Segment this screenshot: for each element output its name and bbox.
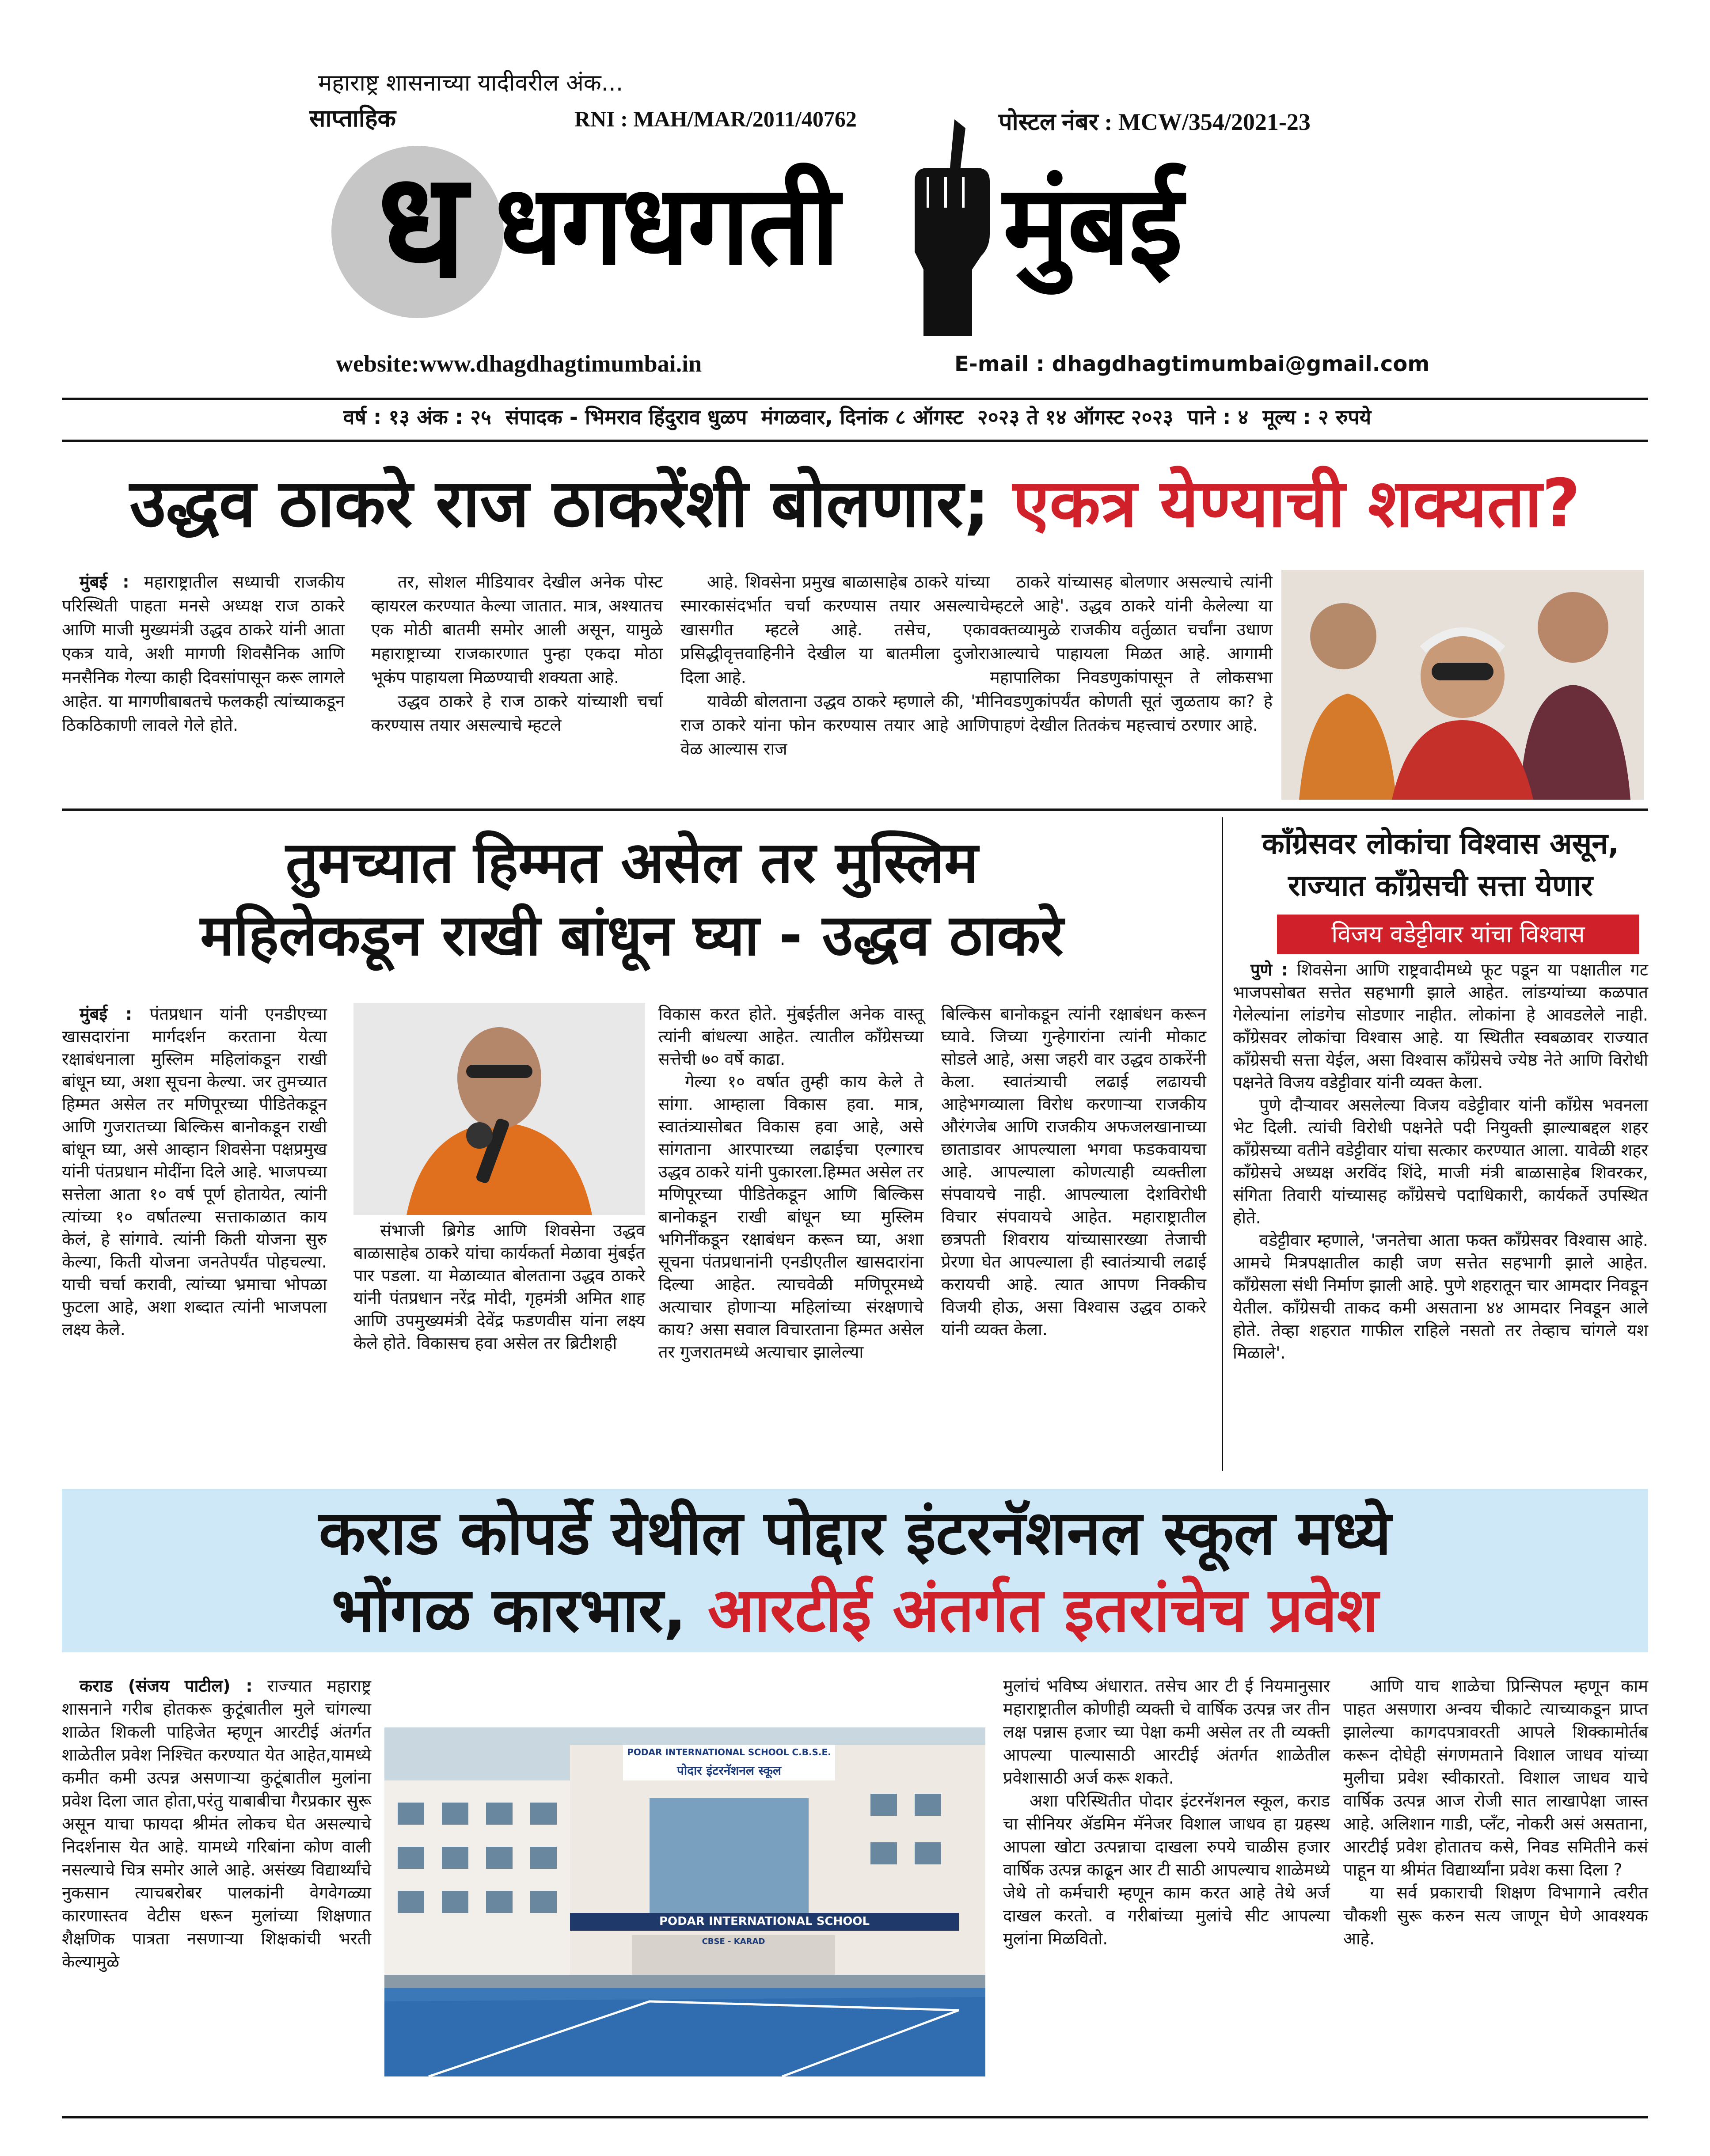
story2-text2: संभाजी ब्रिगेड आणि शिवसेना उद्धव बाळासाहेब ठाकरे यांचा कार्यकर्ता मेळावा मुंबईत पार पडला. या मेळाव्यात बोलताना उद्धव ठाकरे यांनी पंतप्रधान नरेंद्र मोदी, गृहमंत्री अमित शाह आणि उपमुख्यमंत्री देवेंद्र फडणवीस यांना लक्ष्य केले होते. विकासच हवा असेल तर ब्रिटीशही [353, 1221, 645, 1353]
story4-text4b: या सर्व प्रकाराची शिक्षण विभागाने त्वरीत चौकशी सुरू करुन सत्य जाणून घेणे आवश्यक आहे. [1343, 1883, 1648, 1948]
frequency-label: साप्ताहिक [309, 104, 396, 132]
story2-col2 [353, 1219, 645, 1355]
story4-headline-line2-black: भोंगळ कारभार, [331, 1575, 687, 1646]
school-sign-gate: PODAR INTERNATIONAL SCHOOL [659, 1915, 870, 1928]
story2-photo [353, 1003, 645, 1215]
story4-headline-line1: कराड कोपर्डे येथील पोद्दार इंटरनॅशनल स्कूल मध्ये [319, 1497, 1391, 1568]
registry-note: महाराष्ट्र शासनाच्या यादीवरील अंक... [318, 70, 623, 96]
school-sign-top-marathi: पोदार इंटरनॅशनल स्कूल [676, 1763, 782, 1778]
story4-col3 [1003, 1674, 1330, 1950]
bottom-rule [62, 2116, 1648, 2118]
story1-col3 [680, 570, 990, 761]
issue-line: वर्ष : १३ अंक : २५ संपादक - भिमराव हिंदुराव धुळप मंगळवार, दिनांक ८ ऑगस्ट २०२३ ते १४ ऑगस्ट २०२३ पाने : ४ मूल्य : २ रुपये [343, 405, 1372, 429]
story2-col3 [658, 1003, 923, 1363]
story3-text3: वडेट्टीवार म्हणाले, 'जनतेचा आता फक्त काँग्रेसवर विश्वास आहे. आमचे मित्रपक्षातील काही जण सत्तेत सहभागी झाले आहेत. काँग्रेसला संधी निर्माण झाली आहे. पुणे शहरातून चार आमदार निवडून येतील. काँग्रेसची ताकद कमी असताना ४४ आमदार निवडून आले होते. तेव्हा शहरात गाफील राहिले नसतो तर तेव्हाच चांगले यश मिळाले'. [1233, 1230, 1648, 1363]
story1-text4: ठाकरे यांच्यासह बोलणार असल्याचे त्यांनी म्हटले आहे'. उद्धव ठाकरे यांनी केलेल्या या वक्तव्यामुळे राजकीय वर्तुळात चर्चांना उधाण आल्याचे पाहायला मिळत आहे. आगामी महापालिका निवडणुकांपासून ते लोकसभा निवडणुकांपर्यंत कोणती सूतं जुळताय का? हे पाहणं देखील तितकंच महत्त्वाचं ठरणार आहे. [990, 572, 1273, 735]
story2-col1 [62, 1003, 327, 1341]
story1-text3b: यावेळी बोलताना उद्धव ठाकरे म्हणाले की, 'मी राज ठाकरे यांना फोन करण्यास तयार आहे आणि वेळ आल्यास राज [680, 691, 990, 759]
story3-text2: पुणे दौऱ्यावर असलेल्या विजय वडेट्टीवार यांनी काँग्रेस भवनला भेट दिली. त्यांची विरोधी पक्षनेते पदी नियुक्ती झाल्याबद्दल शहर काँग्रेसच्या वतीने वडेट्टीवार यांचा सत्कार करण्यात आला. यावेळी शहर काँग्रेसचे अध्यक्ष अरविंद शिंदे, माजी मंत्री बाळासाहेब शिवरकर, संगिता तिवारी यांच्यासह काँग्रेसचे पदाधिकारी, कार्यकर्ते उपस्थित होते. [1233, 1095, 1648, 1227]
school-sign-gate-sub: CBSE - KARAD [702, 1937, 765, 1946]
story4-headline-line2 [62, 1573, 1648, 1648]
story1-headline-black: उद्धव ठाकरे राज ठाकरेंशी बोलणार; [129, 465, 990, 542]
story4-text4a: आणि याच शाळेचा प्रिन्सिपल म्हणून काम पाहत असणारा अन्वय चीकाटे त्याच्याकडून प्राप्त झालेल्या कागदपत्रावरती आपले शिक्कामोर्तब करून दोघेही संगणमताने विशाल जाधव यांच्या मुलीचा प्रवेश स्वीकारतो. विशाल जाधव याचे वार्षिक उत्पन्न आज रोजी सात लाखापेक्षा जास्त आहे. अलिशान गाडी, प्लॅंट, नोकरी असं असताना, आरटीई प्रवेश होतातच कसे, निवड समितीने कसं पाहून या श्रीमंत विद्यार्थ्यांना प्रवेश कसा दिला ? [1343, 1676, 1648, 1879]
story3-tag: विजय वडेट्टीवार यांचा विश्वास [1277, 915, 1639, 954]
story1-text1: महाराष्ट्रातील सध्याची राजकीय परिस्थिती पाहता मनसे अध्यक्ष राज ठाकरे आणि माजी मुख्यमंत्री उद्धव ठाकरे यांनी आता एकत्र यावे, अशी मागणी शिवसैनिक आणि मनसैनिक गेल्या काही दिवसांपासून करू लागले आहेत. या मागणीबाबतचे फलकही त्यांच्याकडून ठिकठिकाणी लावले गेले होते. [62, 572, 345, 735]
masthead-rule-top [62, 398, 1648, 400]
story2-text1: पंतप्रधान यांनी एनडीएच्या खासदारांना मार्गदर्शन करताना येत्या रक्षाबंधनाला मुस्लिम महिलांकडून राखी बांधून घ्या, अशा सूचना केल्या. जर तुमच्यात हिम्मत असेल तर मणिपूरच्या पीडितेकडून आणि गुजरातच्या बिल्किस बानोकडून राखी बांधून घ्या, असे आव्हान शिवसेना पक्षप्रमुख यांनी पंतप्रधान मोदींना दिले आहे. भाजपच्या सत्तेला आता १० वर्ष पूर्ण होतायेत, त्यांनी त्यांच्या १० वर्षातल्या सत्ताकाळात काय केलं, हे सांगावे. त्यांनी किती योजना सुरु केल्या, किती योजना जनतेपर्यंत पोहचल्या. याची चर्चा करावी, त्यांच्या भ्रमाचा भोपळा फुटला आहे, अशा शब्दात त्यांनी भाजपला लक्ष्य केले. [62, 1004, 327, 1339]
masthead-rule-bottom [62, 440, 1648, 442]
story2-text3b: गेल्या १० वर्षात तुम्ही काय केले ते सांगा. आम्हाला विकास हवा. मात्र, स्वातंत्र्यासोबत विकास हवा आहे, असे सांगताना आरपारच्या लढाईचा एल्गारच उद्धव ठाकरे यांनी पुकारला.हिम्मत असेल तर मणिपूरच्या पीडितेकडून आणि बिल्किस बानोकडून राखी बांधून घ्या मुस्लिम भगिनींकडून रक्षाबंधन करून घ्या, अशा सूचना पंतप्रधानांनी एनडीएतील खासदारांना दिल्या आहेत. त्याचवेळी मणिपूरमध्ये अत्याचार होणाऱ्या महिलांच्या संरक्षणाचे काय? असा सवाल विचारताना हिम्मत असेल तर गुजरातमध्ये अत्याचार झालेल्या [658, 1072, 923, 1362]
masthead-logo-letter: ध [377, 140, 467, 310]
story1-dateline: मुंबई : [80, 572, 129, 592]
story2-col4 [941, 1003, 1206, 1341]
story2-headline-line1: तुमच्यात हिम्मत असेल तर मुस्लिम [285, 830, 978, 896]
story1-photo [1281, 570, 1644, 800]
story4-headline-line2-red: आरटीई अंतर्गत इतरांचेच प्रवेश [707, 1575, 1379, 1646]
story2-headline-line2: महिलेकडून राखी बांधून घ्या - उद्धव ठाकरे [200, 903, 1064, 968]
story1-rule [62, 808, 1648, 811]
story2-dateline: मुंबई : [80, 1004, 133, 1024]
masthead-title-left: धगधगती [495, 161, 838, 289]
story3-text1: शिवसेना आणि राष्ट्रवादीमध्ये फूट पडून या पक्षातील गट भाजपसोबत सत्तेत सहभागी झाले आहेत. लांडग्यांच्या कळपात गेलेल्यांना लांडगेच सोडणार नाहीत. लोकांना हे आवडलेले नाही. काँग्रेसवर लोकांचा विश्वास आहे. या स्थितीत स्वबळावर राज्यात काँग्रेसची सत्ता येईल, असा विश्वास काँग्रेसचे ज्येष्ठ नेते आणि विरोधी पक्षनेते विजय वडेट्टीवार यांनी व्यक्त केला. [1233, 960, 1648, 1092]
story3-headline-line2: राज्यात काँग्रेसची सत्ता येणार [1288, 869, 1593, 903]
story3-body [1233, 959, 1648, 1364]
story2-text4: बिल्किस बानोकडून त्यांनी रक्षाबंधन करून घ्यावे. जिच्या गुन्हेगारांना त्यांनी मोकाट सोडले आहे, असा जहरी वार उद्धव ठाकरेंनी केला. स्वातंत्र्याची लढाई लढायची आहेभगव्याला विरोध करणाऱ्या राजकीय औरंगजेब आणि राजकीय अफजलखानाच्या छाताडावर आपल्याला भगवा फडकवायचा आहे. आपल्याला कोणत्याही व्यक्तीला संपवायचे नाही. आपल्याला देशविरोधी विचार संपवायचे आहेत. महाराष्ट्रातील छत्रपती शिवराय यांच्यासारख्या तेजाची प्रेरणा घेत आपल्याला ही स्वातंत्र्याची लढाई करायची आहे. त्यात आपण निक्कीच विजयी होऊ, असा विश्वास उद्धव ठाकरे यांनी व्यक्त केला. [941, 1004, 1206, 1339]
rni-number: RNI : MAH/MAR/2011/40762 [574, 106, 857, 131]
story1-text2b: उद्धव ठाकरे हे राज ठाकरे यांच्याशी चर्चा करण्यास तयार असल्याचे म्हटले [371, 691, 663, 735]
story1-col4 [990, 570, 1273, 737]
column-divider [1222, 817, 1223, 1471]
postal-number: पोस्टल नंबर : MCW/354/2021-23 [999, 109, 1311, 135]
story1-col2 [371, 570, 663, 737]
story3-dateline: पुणे : [1250, 960, 1288, 979]
story3-headline-line1: काँग्रेसवर लोकांचा विश्वास असून, [1262, 827, 1619, 861]
story1-text2a: तर, सोशल मीडियावर देखील अनेक पोस्ट व्हायरल करण्यात केल्या जातात. मात्र, अश्यातच एक मोठी बातमी समोर आली असून, यामुळे महाराष्ट्राच्या राजकारणात पुन्हा एकदा मोठा भूकंप पाहायला मिळण्याची शक्यता आहे. [371, 572, 663, 687]
story4-text1: राज्यात महाराष्ट्र शासनाने गरीब होतकरू कुटूंबातील मुले चांगल्या शाळेत शिकली पाहिजेत म्हणून आरटीई अंतर्गत शाळेतील प्रवेश निश्चित करण्यात येत आहेत,यामध्ये कमीत कमी उत्पन्न असणाऱ्या कुटूंबातील मुलांना प्रवेश दिला जात होता,परंतु याबाबीचा गैरप्रकार सुरू असून याचा फायदा श्रीमंत लोकच घेत असल्याचे निदर्शनास येत आहे. यामध्ये गरिबांना कोण वाली नसल्याचे चित्र समोर आले आहे. असंख्य विद्यार्थ्यांचे नुकसान त्याचबरोबर पालकांनी वेगवेगळ्या कारणास्तव वेटीस धरून मुलांच्या शिक्षणात शैक्षणिक पात्रता नसणाऱ्या शिक्षकांची भरती केल्यामुळे [62, 1676, 372, 1971]
story4-col4 [1343, 1674, 1648, 1950]
school-sign-top: PODAR INTERNATIONAL SCHOOL C.B.S.E. [627, 1747, 831, 1757]
masthead-title-right: मुंबई [1003, 161, 1181, 289]
story4-school-photo [384, 1727, 985, 2076]
story1-text3a: आहे. शिवसेना प्रमुख बाळासाहेब ठाकरे यांच्या स्मारकासंदर्भात चर्चा करण्यास तयार असल्याचे खासगीत म्हटले आहे. तसेच, एका प्रसिद्धीवृत्तवाहिनीने देखील या बातमीला दुजोरा दिला आहे. [680, 572, 990, 687]
fist-pen-icon [888, 110, 1012, 340]
story4-dateline: कराड (संजय पाटील) : [80, 1676, 253, 1696]
story1-headline [62, 462, 1648, 546]
story1-headline-red: एकत्र येण्याची शक्यता? [1013, 465, 1581, 542]
story2-text3a: विकास करत होते. मुंबईतील अनेक वास्तू त्यांनी बांधल्या आहेत. त्यातील काँग्रेसच्या सत्तेची ७० वर्षे काढा. [658, 1004, 923, 1069]
email[interactable]: E-mail : dhagdhagtimumbai@gmail.com [954, 352, 1430, 376]
story4-text3b: अशा परिस्थितीत पोदार इंटरनॅशनल स्कूल, कराड चा सीनियर ॲडमिन मॅनेजर विशाल जाधव हा ग्रहस्थ आपला खोटा उत्पन्नाचा दाखला रुपये चाळीस हजार वार्षिक उत्पन्न काढून आर टी साठी आपल्याच शाळेमध्ये जेथे तो कर्मचारी म्हणून काम करत आहे तेथे अर्ज दाखल करतो. व गरीबांच्या मुलांचे सीट आपल्या मुलांना मिळवितो. [1003, 1791, 1330, 1948]
story4-text3a: मुलांचं भविष्य अंधारात. तसेच आर टी ई नियमानुसार महाराष्ट्रातील कोणीही व्यक्ती चे वार्षिक उत्पन्न जर तीन लक्ष पन्नास हजार च्या पेक्षा कमी असेल तर ती व्यक्ती आपल्या पाल्यासाठी आरटीई अंतर्गत शाळेतील प्रवेशासाठी अर्ज करू शकते. [1003, 1676, 1330, 1788]
story1-col1 [62, 570, 345, 737]
story4-col1 [62, 1674, 371, 1973]
website[interactable]: website:www.dhagdhagtimumbai.in [336, 350, 702, 377]
